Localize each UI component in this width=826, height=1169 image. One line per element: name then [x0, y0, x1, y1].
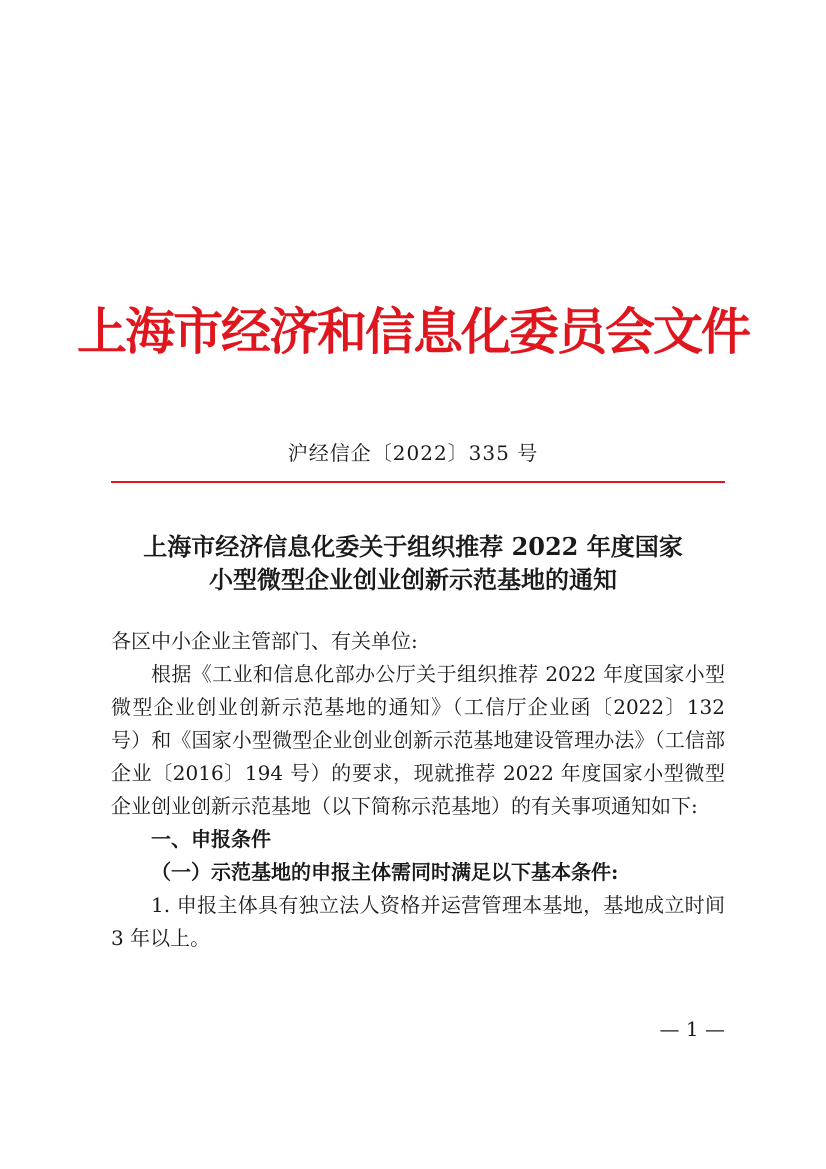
section-heading-1: 一、申报条件 [151, 827, 271, 851]
agency-masthead-title: 上海市经济和信息化委员会文件 [77, 302, 749, 361]
red-separator-line [111, 481, 725, 483]
salutation: 各区中小企业主管部门、有关单位: [111, 629, 418, 653]
subsection-heading-1: （一）示范基地的申报主体需同时满足以下基本条件: [151, 860, 619, 884]
notice-title-line-1: 上海市经济信息化委关于组织推荐 2022 年度国家 [143, 532, 683, 561]
page-number: — 1 — [659, 1017, 725, 1041]
document-number: 沪经信企〔2022〕335 号 [287, 441, 539, 465]
notice-title [0, 530, 826, 596]
document-body [111, 625, 725, 955]
notice-title-line-2: 小型微型企业创业创新示范基地的通知 [209, 565, 617, 594]
body-paragraph-1: 根据《工业和信息化部办公厅关于组织推荐 2022 年度国家小型微型企业创业创新示范基地的通知》（工信厅企业函〔2022〕132 号）和《国家小型微型企业创业创新示范基地建设管理办法》（工信部企业〔2016〕194 号）的要求，现就推荐 2022 年度国家小型微型企业创业创新示范基地（以下简称示范基地）的有关事项通知如下: [111, 662, 725, 818]
list-item-1: 1. 申报主体具有独立法人资格并运营管理本基地，基地成立时间 3 年以上。 [111, 893, 725, 950]
